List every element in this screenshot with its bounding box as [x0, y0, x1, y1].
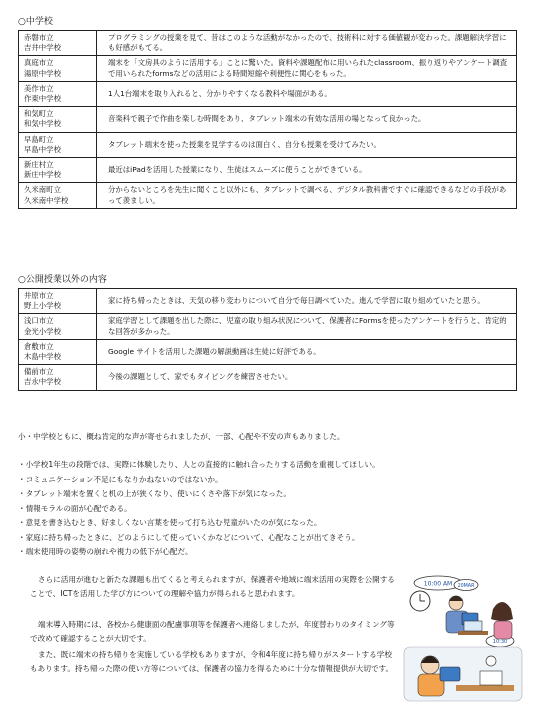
school-name-cell: [19, 339, 97, 364]
school-municipality: 久米南町立: [24, 185, 61, 195]
school-name-cell: [19, 365, 97, 390]
school-name-cell: [19, 56, 97, 81]
table-row: [19, 339, 517, 364]
concern-item: ・家庭に持ち帰ったときに、どのようにして使っていくかなどについて、心配なことが出てきそう。: [18, 532, 360, 542]
comment-cell: プログラミングの授業を見て、昔はこのような活動がなかったので、技術科に対する価値観が変わった。課題解決学習にも好感がもてる。: [97, 31, 517, 56]
school-name-cell: [19, 81, 97, 106]
table-row: [19, 365, 517, 390]
school-name-cell: [19, 158, 97, 183]
school-municipality: 和気町立: [24, 109, 54, 119]
junior-high-comments-table: [18, 30, 517, 209]
table-row: [19, 289, 517, 314]
concerns-list: [18, 458, 518, 560]
concern-item: ・コミュニケーション不足にもなりかねないのではないか。: [18, 474, 223, 484]
comment-cell: Google サイトを活用した課題の解説動画は生徒に好評である。: [97, 339, 517, 364]
closing-paragraph-3: また、既に端末の持ち帰りを実施している学校もありますが、令和4年度に持ち帰りがスタートする学校もあります。持ち帰った際の使い方等については、保護者の協力を得るために十分な情報提供が大切です。: [30, 650, 394, 674]
comment-cell: 1人1台端末を取り入れると、分かりやすくなる教科や場面がある。: [97, 81, 517, 106]
school-municipality: 浅口市立: [24, 316, 54, 326]
school-name-cell: [19, 183, 97, 208]
school-name-cell: [19, 31, 97, 56]
table-row: [19, 314, 517, 339]
comment-cell: 家庭学習として課題を出した際に、児童の取り組み状況について、保護者にFormsを使ったアンケートを行うと、肯定的な回答が多かった。: [97, 314, 517, 339]
section-heading-other-content: ○公開授業以外の内容: [18, 275, 107, 285]
summary-text: 小・中学校ともに、概ね肯定的な声が寄せられましたが、一部、心配や不安の声もありました。: [18, 432, 345, 441]
school-name: 早島中学校: [24, 144, 61, 154]
school-name: 吉井中学校: [24, 43, 61, 53]
school-name: 金光小学校: [24, 326, 61, 336]
school-name-cell: [19, 314, 97, 339]
closing-paragraph-2: 端末導入時期には、各校から健康面の配慮事項等を保護者へ連絡しましたが、年度替わりのタイミング等で改めて確認することが大切です。: [30, 620, 395, 644]
school-municipality: 真庭市立: [24, 58, 54, 68]
school-name: 久米南中学校: [24, 195, 69, 205]
school-name-cell: [19, 132, 97, 157]
clock-label: 10:00 AM: [423, 580, 453, 588]
school-municipality: 井原市立: [24, 291, 54, 300]
comment-cell: 音楽科で親子で作曲を楽しむ時間をあり、タブレット端末の有効な活用の場となって良かった。: [97, 107, 517, 132]
comment-cell: 分からないところを先生に聞くこと以外にも、タブレットで調べる、デジタル教科書ですぐに確認できるなどの手段があって羨ましい。: [97, 183, 517, 208]
other-content-comments-table: [18, 288, 517, 391]
table-row: [19, 56, 517, 81]
school-name: 木島中学校: [24, 352, 61, 362]
table-row: [19, 81, 517, 106]
concern-item: ・意見を書き込むとき、好ましくない言葉を使って打ち込む児童がいたのが気になった。: [18, 518, 322, 527]
comment-cell: 端末を「文房具のように活用する」ことに驚いた。資料や課題配布に用いられたclassroom、振り返りやアンケート調査で用いられたformsなどの活用による時間短縮や利便性に関心をもった。: [97, 56, 517, 81]
school-municipality: 倉敷市立: [24, 341, 54, 351]
family-tablet-illustration: [400, 575, 524, 703]
table-row: [19, 31, 517, 56]
concern-item: ・情報モラルの面が心配である。: [18, 503, 132, 513]
table-row: [19, 132, 517, 157]
table-row: [19, 158, 517, 183]
school-municipality: 美作市立: [24, 83, 54, 93]
school-name: 新庄中学校: [24, 170, 61, 180]
concern-item: ・端末使用時の姿勢の崩れや視力の低下が心配だ。: [18, 547, 193, 556]
comment-cell: 最近はiPadを活用した授業になり、生徒はスムーズに使うことができている。: [97, 158, 517, 183]
school-name-cell: [19, 107, 97, 132]
comment-cell: 家に持ち帰ったときは、天気の移り変わりについて自分で毎日調べていた。進んで学習に取り組めていたと思う。: [97, 289, 517, 314]
school-name: 湯原中学校: [24, 68, 61, 78]
school-municipality: 備前市立: [24, 367, 54, 377]
school-municipality: 新庄村立: [24, 160, 54, 170]
table-row: [19, 183, 517, 208]
comment-cell: 今後の課題として、家でもタイピングを練習させたい。: [97, 365, 517, 390]
school-municipality: 早島町立: [24, 134, 54, 144]
comment-cell: タブレット端末を使った授業を見学するのは面白く、自分も授業を受けてみたい。: [97, 132, 517, 157]
tablet-label: 20MAR: [457, 584, 475, 589]
concern-item: ・タブレット端末を置くと机の上が狭くなり、使いにくさや落下が気になった。: [18, 489, 291, 498]
concern-item: ・小学校1年生の段階では、実際に体験したり、人との直接的に触れ合ったりする活動を重視してほしい。: [18, 460, 380, 469]
school-name: 作東中学校: [24, 94, 61, 104]
alt-clock-label: 10:30: [492, 639, 508, 645]
school-name-cell: [19, 289, 97, 314]
school-name: 和気中学校: [24, 119, 61, 129]
school-name: 吉永中学校: [24, 377, 61, 387]
closing-paragraph-1: さらに活用が進むと新たな課題も出てくると考えられますが、保護者や地域に端末活用の実際を公開することで、ICTを活用した学び方についての理解や協力が得られると思われます。: [30, 575, 395, 599]
table-row: [19, 107, 517, 132]
school-name: 野上小学校: [24, 301, 61, 311]
school-municipality: 赤磐市立: [24, 33, 54, 42]
section-heading-junior-high: ○中学校: [18, 17, 53, 27]
